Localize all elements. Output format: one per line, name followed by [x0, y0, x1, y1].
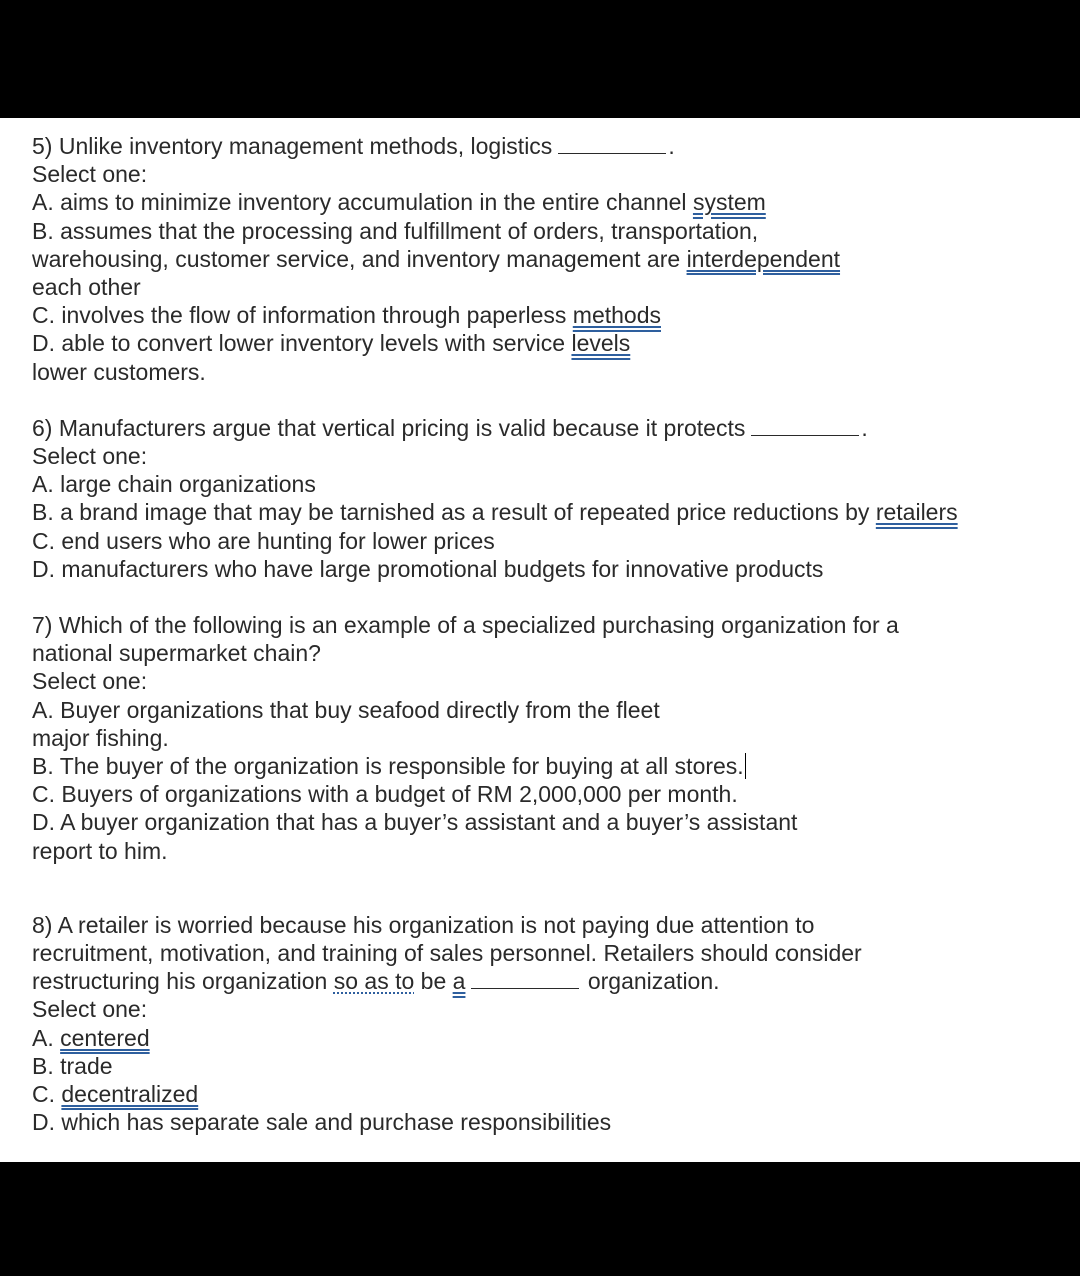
option-c: C. Buyers of organizations with a budget of RM 2,000,000 per month.	[32, 781, 738, 808]
option-d: D. A buyer organization that has a buyer’s assistant and a buyer’s assistant	[32, 809, 798, 836]
answer-blank[interactable]	[558, 135, 666, 154]
text-cursor	[745, 753, 747, 779]
question-stem: 6) Manufacturers argue that vertical pricing is valid because it protects .	[32, 414, 868, 441]
option-a: A. large chain organizations	[32, 471, 316, 498]
option-d: D. which has separate sale and purchase responsibilities	[32, 1109, 612, 1136]
option-a: A. Buyer organizations that buy seafood directly from the fleet	[32, 696, 660, 723]
option-b-cont: warehousing, customer service, and inventory management are interdependent	[32, 245, 841, 272]
question-6	[32, 414, 1072, 583]
option-b-cont: each other	[32, 274, 141, 301]
spellcheck-underline[interactable]: interdependent	[686, 245, 841, 272]
question-stem: 5) Unlike inventory management methods, logistics .	[32, 133, 675, 159]
answer-blank[interactable]	[471, 970, 579, 989]
option-b: B. assumes that the processing and fulfillment of orders, transportation,	[32, 217, 759, 244]
question-7	[32, 611, 1072, 865]
option-d: D. able to convert lower inventory levels with service levels	[32, 330, 631, 357]
grammar-underline[interactable]: so as to	[333, 968, 415, 995]
question-5	[32, 132, 1072, 386]
option-b: B. trade	[32, 1052, 113, 1079]
option-c: C. end users who are hunting for lower prices	[32, 527, 495, 554]
question-stem-cont: national supermarket chain?	[32, 640, 321, 667]
select-one-label: Select one:	[32, 443, 148, 470]
spellcheck-underline[interactable]: system	[692, 189, 766, 216]
spellcheck-underline[interactable]: decentralized	[61, 1081, 199, 1108]
spellcheck-underline[interactable]: a	[452, 968, 466, 995]
document-body	[32, 132, 1072, 1137]
answer-blank[interactable]	[751, 417, 859, 436]
option-a: A. aims to minimize inventory accumulation in the entire channel system	[32, 189, 766, 216]
option-d: D. manufacturers who have large promotional budgets for innovative products	[32, 555, 824, 582]
document-page	[0, 118, 1080, 1162]
question-stem-cont: recruitment, motivation, and training of sales personnel. Retailers should consider	[32, 940, 862, 967]
spellcheck-underline[interactable]: centered	[60, 1024, 150, 1051]
option-d-cont: lower customers.	[32, 358, 206, 385]
question-stem-cont: restructuring his organization so as to be a organization.	[32, 968, 720, 995]
select-one-label: Select one:	[32, 668, 148, 695]
question-stem: 8) A retailer is worried because his organization is not paying due attention to	[32, 911, 815, 938]
select-one-label: Select one:	[32, 996, 148, 1023]
question-8	[32, 911, 1072, 1137]
option-b: B. a brand image that may be tarnished as a result of repeated price reductions by retailers	[32, 499, 958, 526]
option-a-cont: major fishing.	[32, 724, 169, 751]
spellcheck-underline[interactable]: methods	[572, 302, 661, 329]
option-d-cont: report to him.	[32, 837, 168, 864]
spellcheck-underline[interactable]: levels	[571, 330, 631, 357]
option-c: C. involves the flow of information through paperless methods	[32, 302, 661, 329]
question-stem: 7) Which of the following is an example of a specialized purchasing organization for a	[32, 612, 899, 639]
spellcheck-underline[interactable]: retailers	[875, 499, 958, 526]
option-a: A. centered	[32, 1024, 150, 1051]
select-one-label: Select one:	[32, 161, 148, 188]
option-c: C. decentralized	[32, 1081, 199, 1108]
option-b: B. The buyer of the organization is responsible for buying at all stores.	[32, 752, 1072, 780]
